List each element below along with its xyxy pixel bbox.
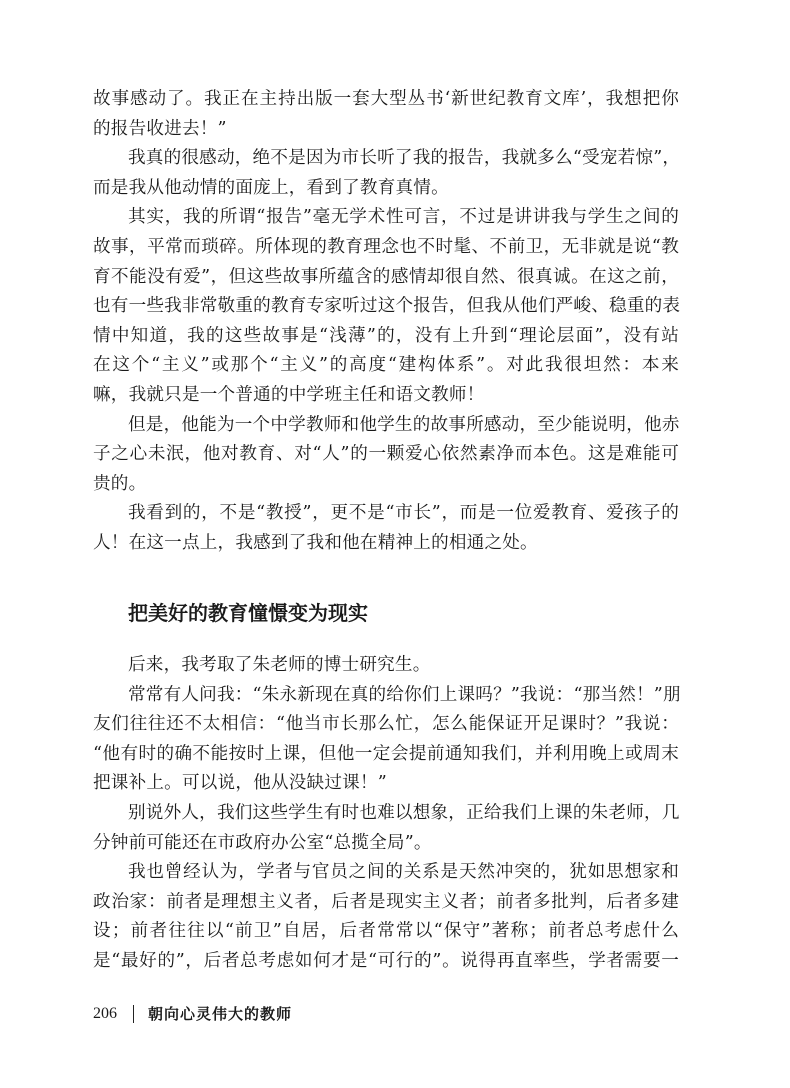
paragraph <box>93 651 679 681</box>
paragraph <box>93 144 679 203</box>
text-line: 的报告收进去！” <box>93 118 227 139</box>
text-line: 我真的很感动，绝不是因为市长听了我的报告，我就多么“受宠若惊”， <box>128 148 681 169</box>
paragraph <box>93 858 679 976</box>
page-footer <box>93 1004 292 1024</box>
text-line: 分钟前可能还在市政府办公室“总揽全局”。 <box>93 832 432 853</box>
text-line: 别说外人，我们这些学生有时也难以想象，正给我们上课的朱老师，几 <box>128 802 680 823</box>
paragraph <box>93 203 679 410</box>
text-line: 但是，他能为一个中学教师和他学生的故事所感动，至少能说明，他赤 <box>128 414 680 435</box>
text-line: 我看到的，不是“教授”，更不是“市长”，而是一位爱教育、爱孩子的 <box>128 503 679 524</box>
text-line: “他有时的确不能按时上课，但他一定会提前通知我们，并利用晚上或周末 <box>93 743 679 764</box>
section-heading: 把美好的教育憧憬变为现实 <box>128 601 368 625</box>
running-book-title: 朝向心灵伟大的教师 <box>148 1005 293 1023</box>
footer-divider <box>133 1005 134 1023</box>
body-text-section-2 <box>93 651 679 977</box>
text-line: 故事感动了。我正在主持出版一套大型丛书‘新世纪教育文库’，我想把你 <box>93 89 679 109</box>
text-line: 在这个“主义”或那个“主义”的高度“建构体系”。对此我很坦然：本来 <box>93 355 679 376</box>
text-line: 情中知道，我的这些故事是“浅薄”的，没有上升到“理论层面”，没有站 <box>93 325 679 346</box>
paragraph <box>93 411 679 500</box>
text-line: 而是我从他动情的面庞上，看到了教育真情。 <box>93 177 449 198</box>
paragraph <box>93 499 679 558</box>
text-line: 子之心未泯，他对教育、对“人”的一颗爱心依然素净而本色。这是难能可 <box>93 444 679 465</box>
text-line: 设；前者往往以“前卫”自居，后者常常以“保守”著称；前者总考虑什么 <box>93 921 679 942</box>
paragraph <box>93 85 679 144</box>
text-line: 育不能没有爱”，但这些故事所蕴含的感情却很自然、很真诚。在这之前， <box>93 266 679 287</box>
text-line: 后来，我考取了朱老师的博士研究生。 <box>128 655 431 675</box>
text-line: 常常有人问我：“朱永新现在真的给你们上课吗？”我说：“那当然！”朋 <box>128 684 681 705</box>
text-line: 嘛，我就只是一个普通的中学班主任和语文教师！ <box>93 384 485 405</box>
paragraph <box>93 799 679 858</box>
text-line: 我也曾经认为，学者与官员之间的关系是天然冲突的，犹如思想家和 <box>128 862 679 883</box>
text-line: 政治家：前者是理想主义者，后者是现实主义者；前者多批判，后者多建 <box>93 891 679 912</box>
text-line: 其实，我的所谓“报告”毫无学术性可言，不过是讲讲我与学生之间的 <box>128 207 679 228</box>
text-line: 把课补上。可以说，他从没缺过课！” <box>93 773 387 794</box>
page-number: 206 <box>93 1005 117 1022</box>
text-line: 人！在这一点上，我感到了我和他在精神上的相通之处。 <box>93 532 538 553</box>
text-line: 是“最好的”，后者总考虑如何才是“可行的”。说得再直率些，学者需要一 <box>93 950 679 971</box>
paragraph <box>93 681 679 799</box>
text-line: 故事，平常而琐碎。所体现的教育理念也不时髦、不前卫，无非就是说“教 <box>93 236 679 257</box>
text-line: 友们往往还不太相信：“他当市长那么忙，怎么能保证开足课时？”我说： <box>93 714 679 735</box>
text-line: 也有一些我非常敬重的教育专家听过这个报告，但我从他们严峻、稳重的表 <box>93 296 681 317</box>
text-line: 贵的。 <box>93 473 147 494</box>
body-text-section-1 <box>93 85 679 559</box>
